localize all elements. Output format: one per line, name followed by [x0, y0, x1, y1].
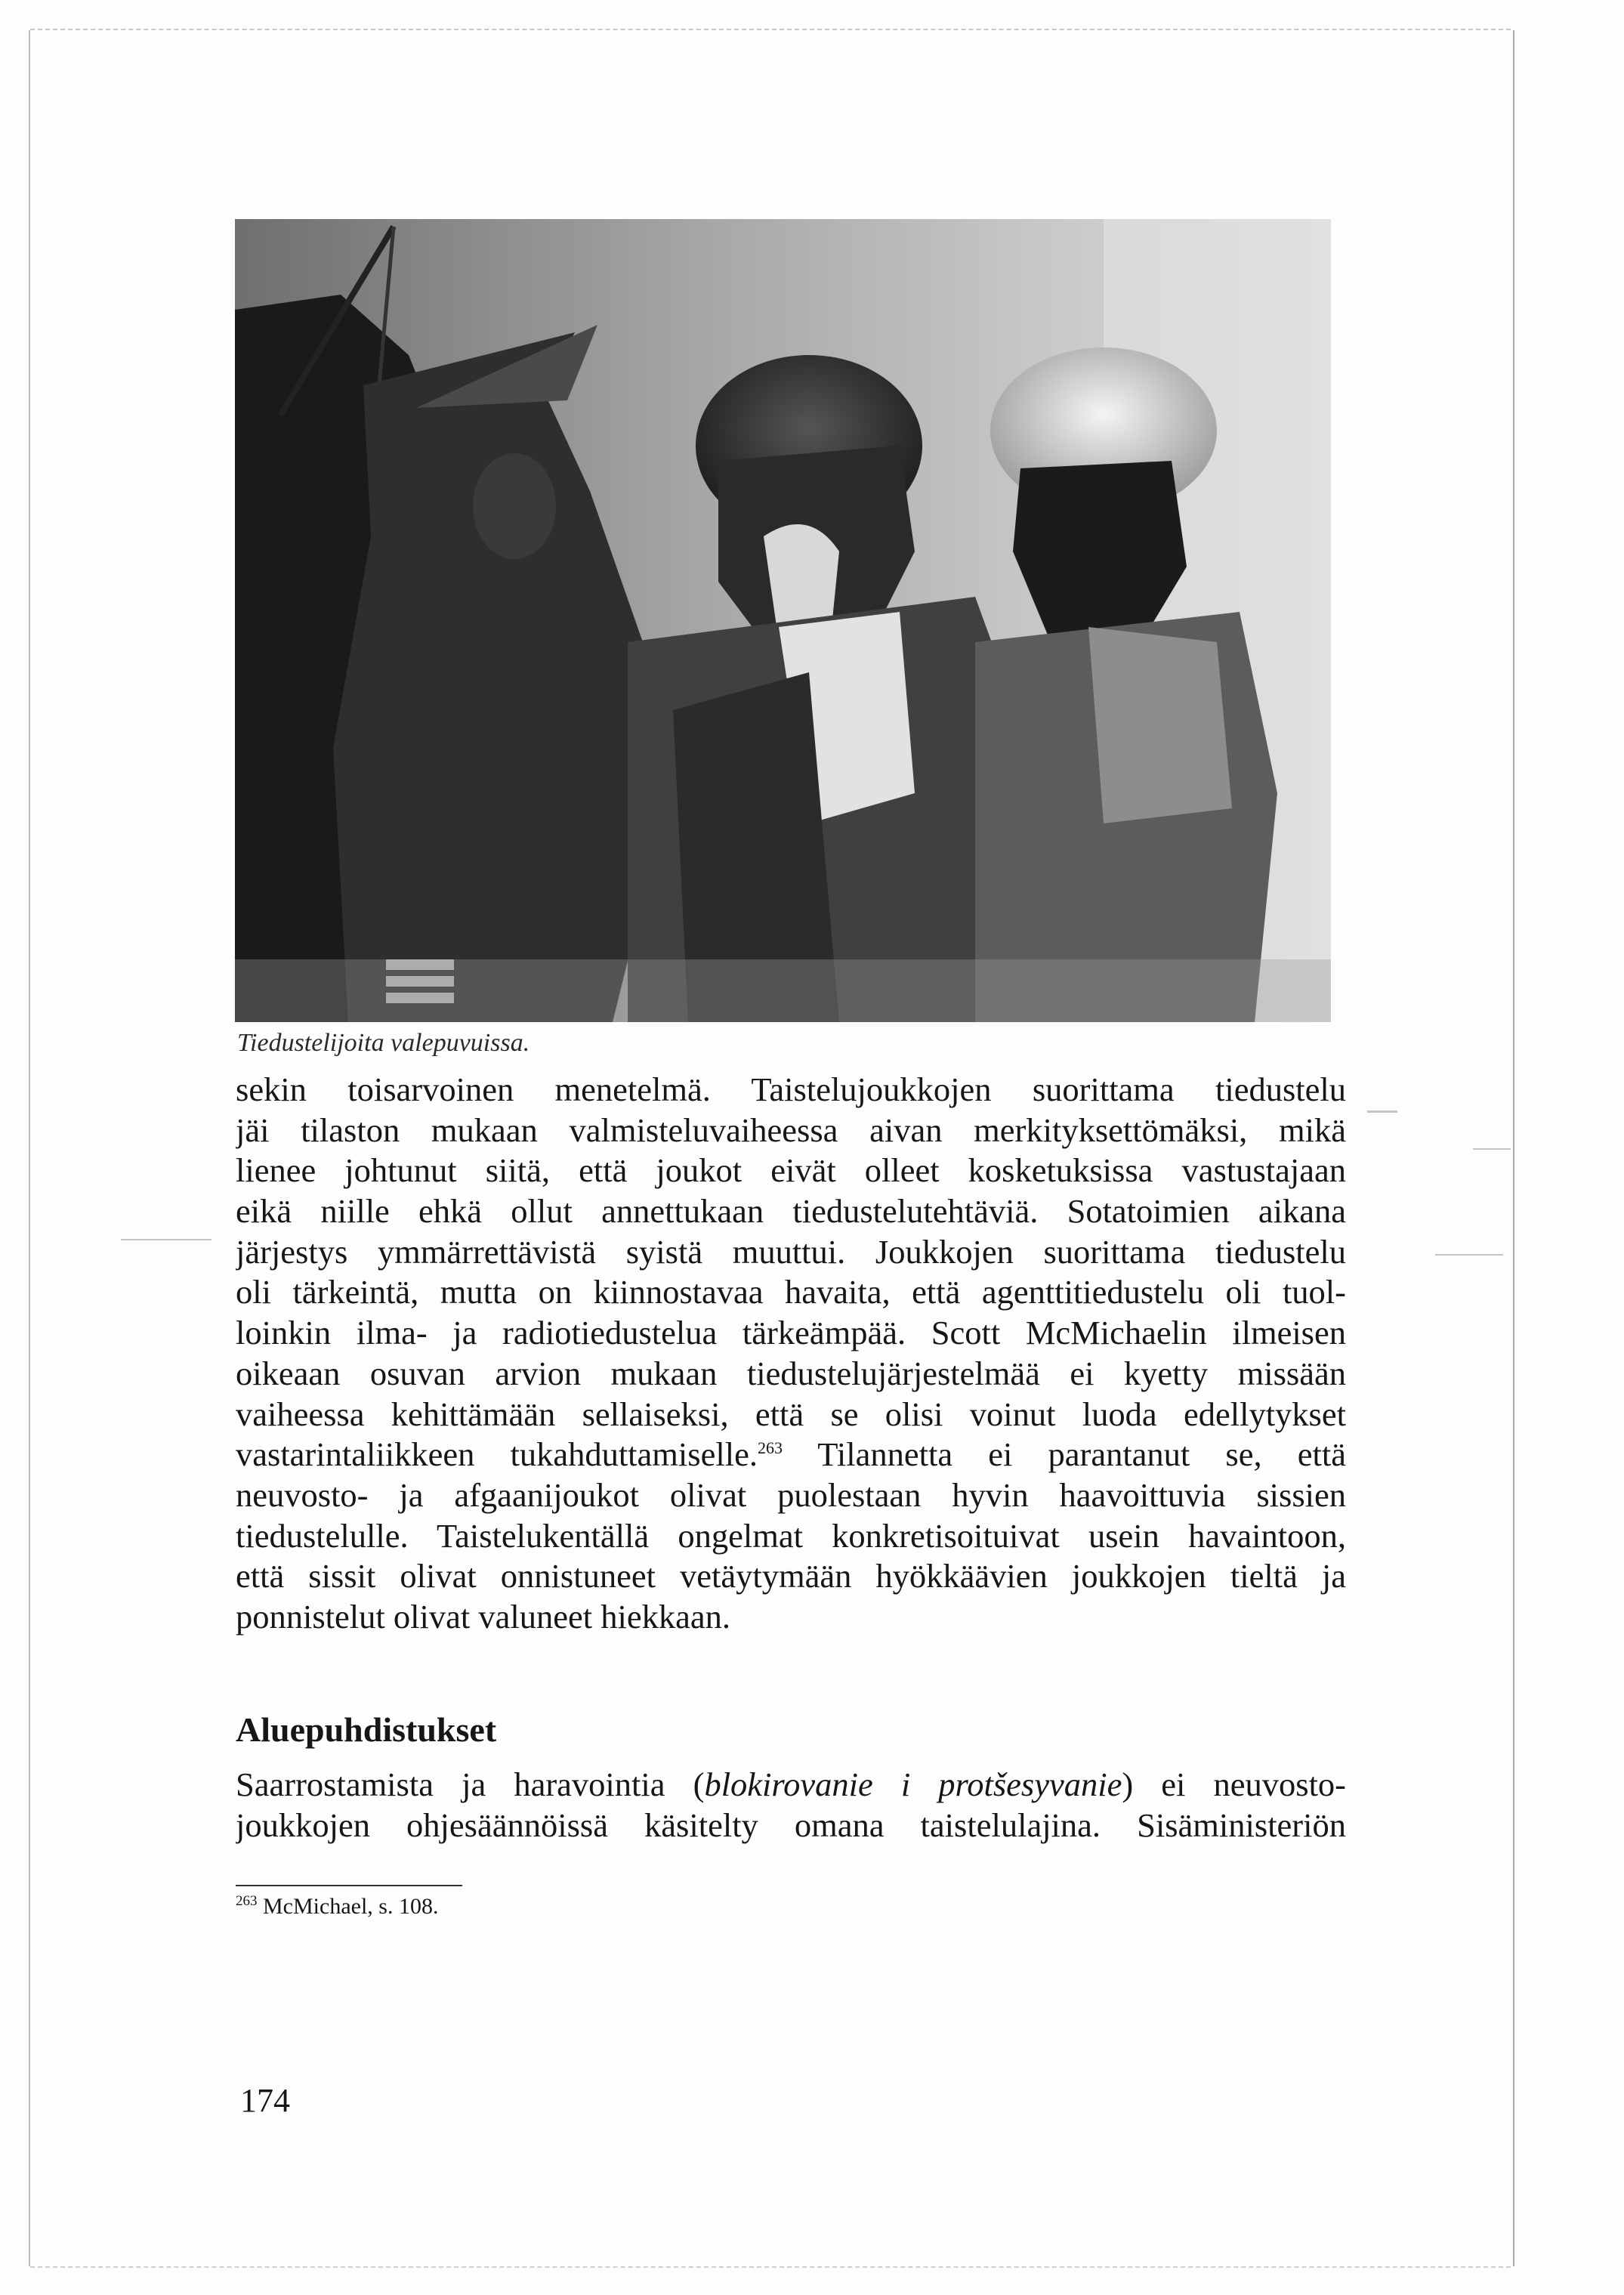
footnote-reference[interactable]: 263 — [757, 1438, 783, 1458]
text-segment: vastarintaliikkeen tukahduttamiselle. — [236, 1435, 758, 1474]
text-line: että sissit olivat onnistuneet vetäytymään hyökkäävien joukkojen tieltä ja — [236, 1557, 1346, 1595]
text-line: tiedustelulle. Taistelukentällä ongelmat konkretisoituivat usein havaintoon, — [236, 1516, 1346, 1555]
footnote-divider — [236, 1885, 462, 1886]
text-line: oikeaan osuvan arvion mukaan tiedustelujärjestelmää ei kyetty missään — [236, 1354, 1346, 1392]
footnote-number: 263 — [236, 1893, 258, 1909]
text-line: vaiheessa kehittämään sellaiseksi, että se olisi voinut luoda edellytykset — [236, 1395, 1346, 1433]
italic-term: blokirovanie i protšesyvanie — [704, 1765, 1122, 1803]
text-line-with-footnote — [236, 1435, 1346, 1475]
footnote-text: McMichael, s. 108. — [257, 1894, 439, 1919]
scan-speck — [1367, 1110, 1397, 1113]
text-line: jäi tilaston mukaan valmisteluvaiheessa aivan merkityksettömäksi, mikä — [236, 1110, 1346, 1149]
photograph-icon — [235, 219, 1331, 1022]
text-line — [236, 1764, 1346, 1805]
scan-edge-right — [1513, 30, 1514, 2266]
photograph — [235, 219, 1331, 1022]
scan-edge-bottom — [30, 2266, 1511, 2268]
page-number: 174 — [240, 2082, 290, 2119]
paragraph-2 — [236, 1764, 1346, 1846]
scan-speck — [1435, 1254, 1503, 1256]
text-segment: Tilannetta ei parantanut se, että — [782, 1435, 1346, 1474]
text-line: joukkojen ohjesäännöissä käsitelty omana taistelulajina. Sisäministeriön — [236, 1806, 1346, 1844]
footnote — [236, 1894, 438, 1920]
scan-speck — [1473, 1148, 1511, 1150]
text-segment: ) ei neuvosto- — [1122, 1765, 1346, 1803]
text-line: eikä niille ehkä ollut annettukaan tiedustelutehtäviä. Sotatoimien aikana — [236, 1192, 1346, 1231]
photo-caption: Tiedustelijoita valepuvuissa. — [237, 1029, 530, 1057]
scan-edge-top — [30, 29, 1511, 30]
text-line: lienee johtunut siitä, että joukot eivät olleet kosketuksissa vastustajaan — [236, 1151, 1346, 1190]
text-line: loinkin ilma- ja radiotiedustelua tärkeämpää. Scott McMichaelin ilmeisen — [236, 1314, 1346, 1352]
text-line: neuvosto- ja afgaanijoukot olivat puolestaan hyvin haavoittuvia sissien — [236, 1475, 1346, 1514]
text-segment: Saarrostamista ja haravointia ( — [236, 1765, 705, 1803]
text-line: sekin toisarvoinen menetelmä. Taistelujoukkojen suorittama tiedustelu — [236, 1070, 1346, 1108]
scan-speck — [121, 1239, 211, 1240]
text-line: järjestys ymmärrettävistä syistä muuttui. Joukkojen suorittama tiedustelu — [236, 1232, 1346, 1271]
text-line: oli tärkeintä, mutta on kiinnostavaa havaita, että agenttitiedustelu oli tuol- — [236, 1273, 1346, 1311]
paragraph-1 — [236, 1070, 1346, 1638]
section-heading: Aluepuhdistukset — [236, 1710, 497, 1749]
scan-edge-left — [29, 30, 30, 2266]
text-line: ponnistelut olivat valuneet hiekkaan. — [236, 1597, 730, 1636]
